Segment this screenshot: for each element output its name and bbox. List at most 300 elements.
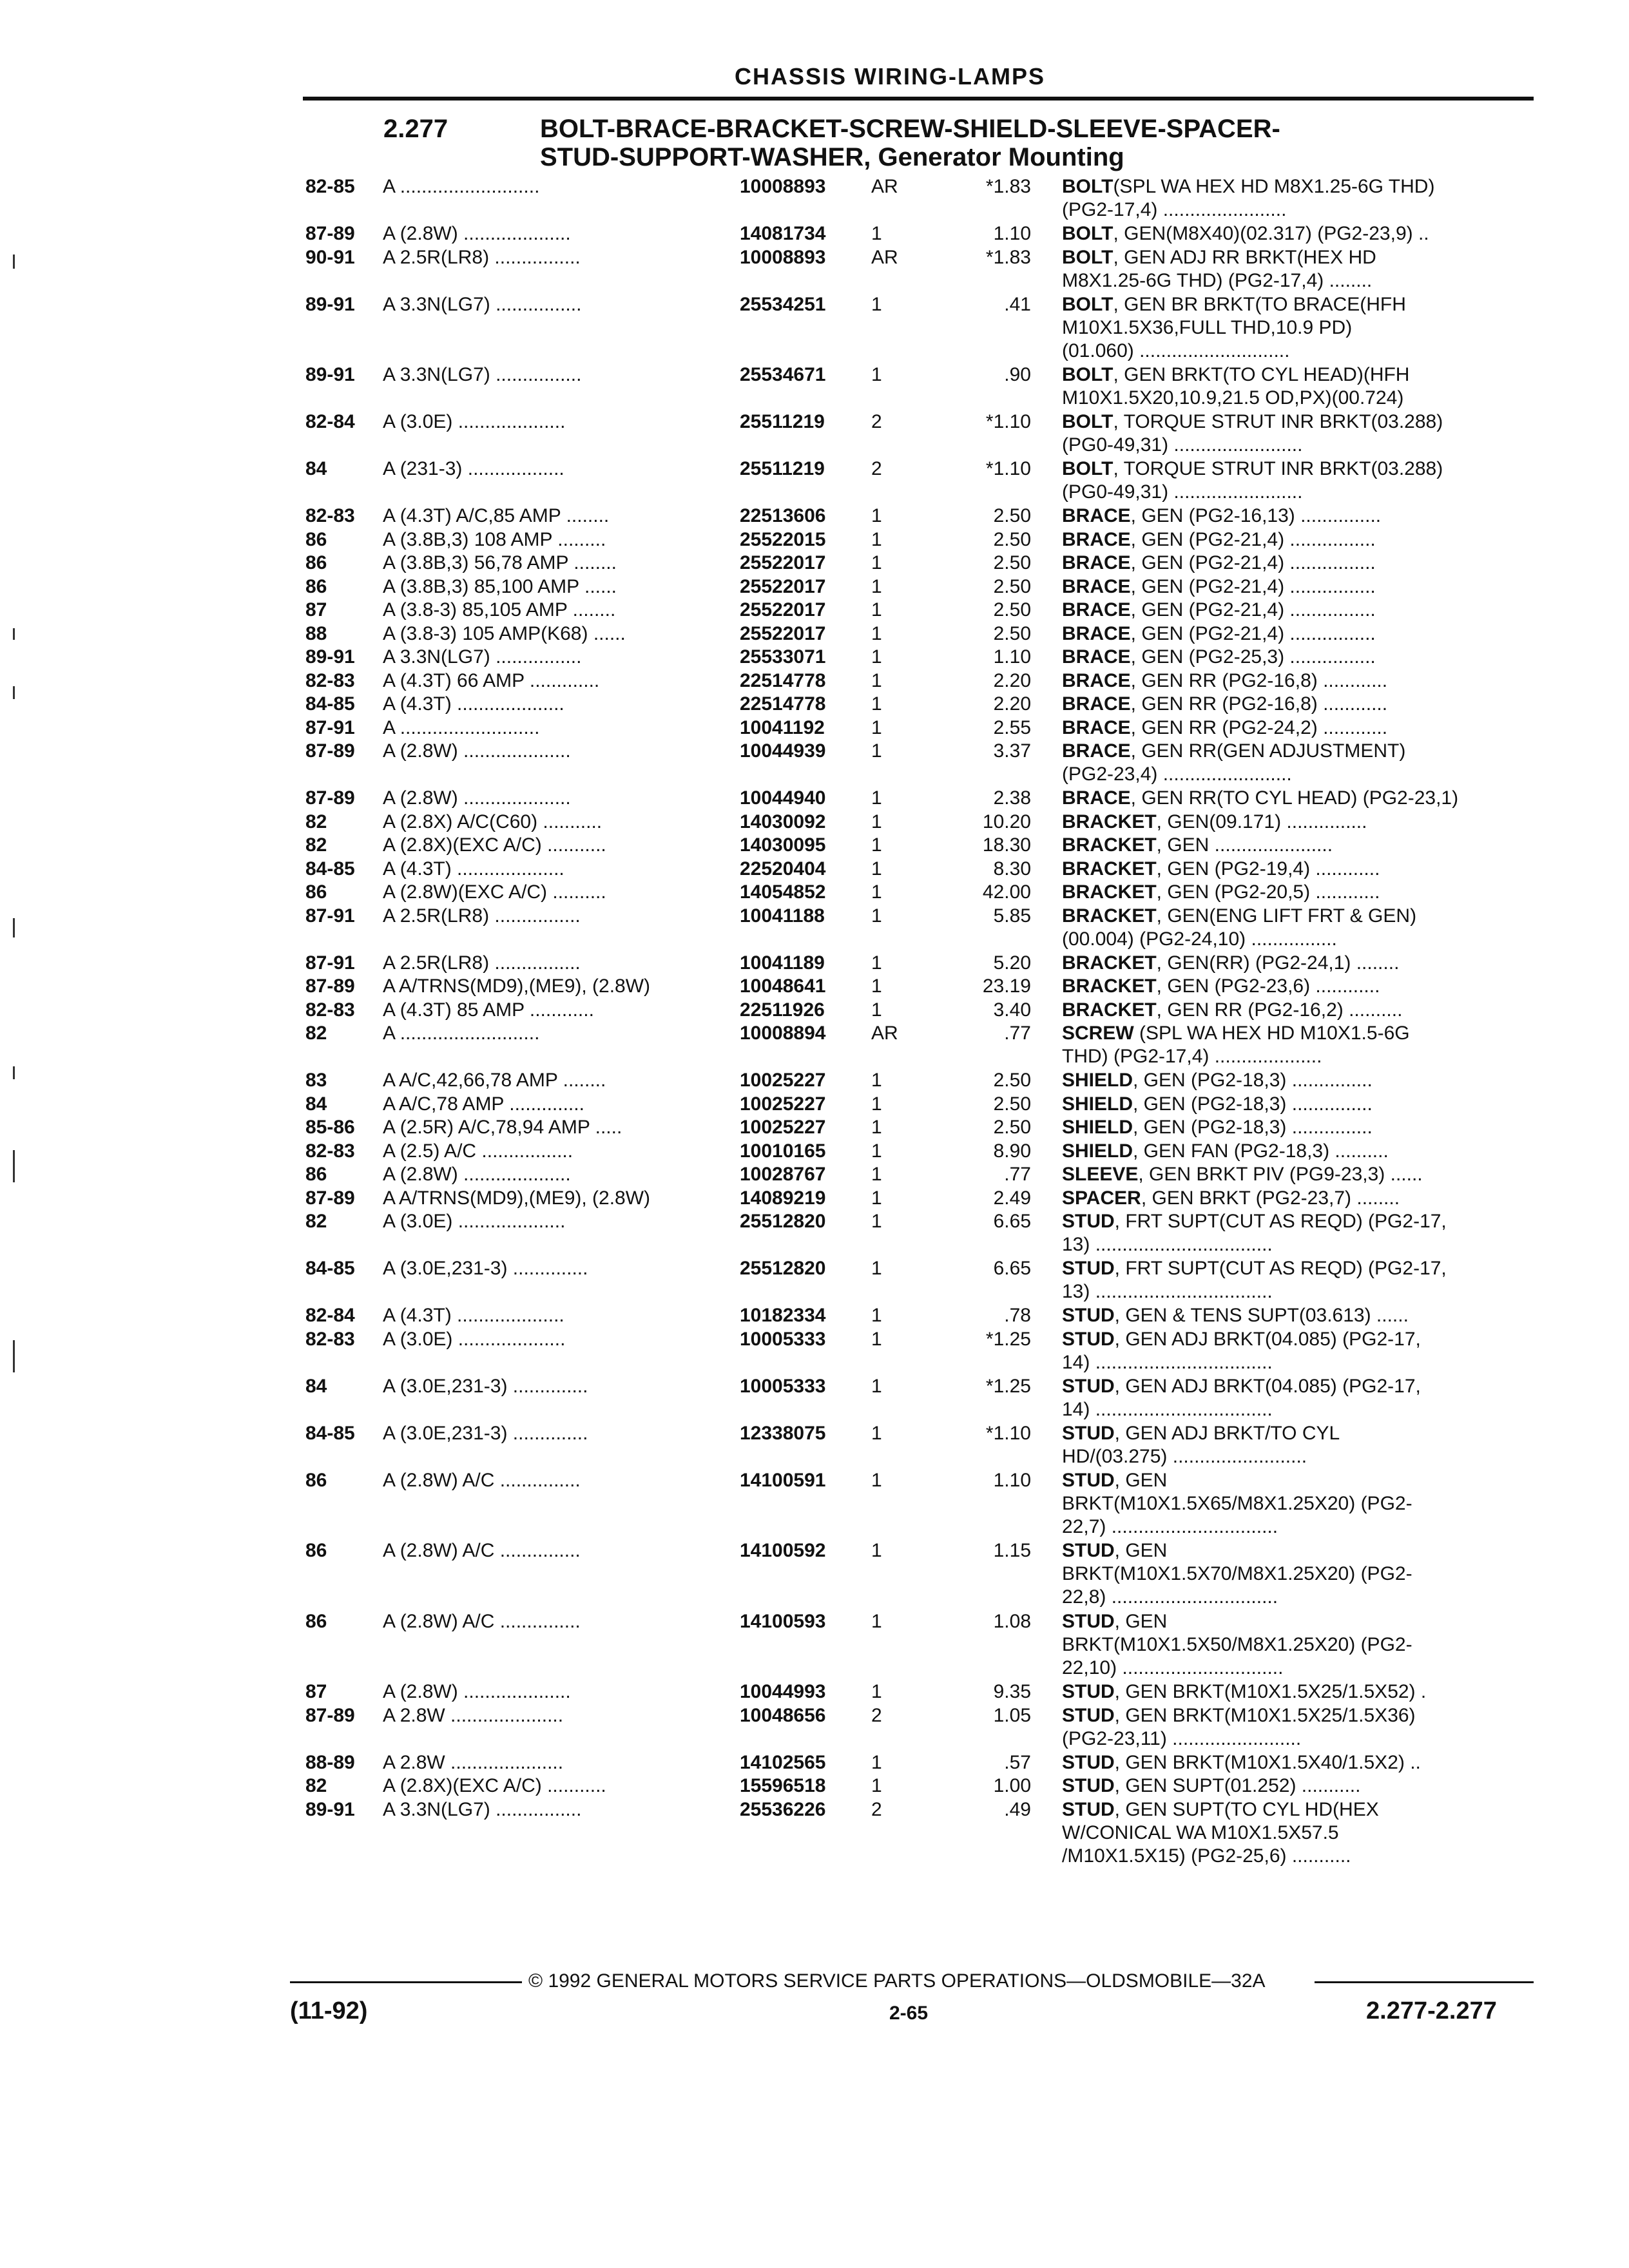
description-text: , GEN BRKT PIV (PG9-23,3) ...... [1138,1164,1423,1185]
model-year: 82 [305,811,327,832]
part-description [1062,669,1532,693]
part-name: SHIELD [1062,1117,1133,1138]
description-line [1062,716,1532,740]
quantity: 1 [871,975,882,997]
usage-condition: A 2.8W ..................... [383,1751,564,1773]
model-year: 87-89 [305,740,355,762]
part-description [1062,1704,1532,1751]
usage-condition: A 3.3N(LG7) ................ [383,364,582,385]
part-number: 14100591 [740,1469,826,1491]
description-text: , GEN (PG2-21,4) ................ [1130,528,1376,550]
part-description [1062,646,1532,669]
quantity: 1 [871,1187,882,1209]
part-name: STUD [1062,1469,1115,1491]
part-description [1062,1422,1532,1468]
usage-condition: A (3.0E,231-3) .............. [383,1258,588,1279]
description-line [1062,1610,1532,1633]
quantity: 1 [871,1681,882,1702]
description-line: M8X1.25-6G THD) (PG2-17,4) ........ [1062,269,1373,291]
description-line [1062,1140,1532,1163]
part-name: BOLT [1062,223,1113,244]
model-year: 82-84 [305,411,355,432]
price: 1.10 [993,223,1031,244]
price: 2.50 [993,505,1031,526]
part-description [1062,1469,1532,1539]
part-number: 10025227 [740,1117,826,1138]
description-line [1062,1093,1532,1116]
part-number: 14054852 [740,881,826,903]
description-line [1062,293,1532,316]
description-line: 22,10) .............................. [1062,1657,1284,1678]
footer-page-number: 2-65 [889,2003,929,2024]
description-text: , GEN (PG2-19,4) ............ [1156,858,1380,879]
price: 5.20 [993,952,1031,974]
description-text: , GEN (PG2-18,3) ............... [1133,1117,1373,1138]
description-line [1062,1210,1532,1233]
price: 2.50 [993,1093,1031,1115]
description-line [1062,905,1532,928]
part-number: 10008894 [740,1023,826,1044]
part-number: 22513606 [740,505,826,526]
description-line [1062,622,1532,646]
part-number: 10048656 [740,1704,826,1726]
price: 5.85 [993,905,1031,927]
description-line [1062,222,1532,245]
part-description [1062,1751,1532,1774]
price: 3.37 [993,740,1031,762]
model-year: 84 [305,458,327,479]
part-number: 14102565 [740,1751,826,1773]
description-line [1062,1069,1532,1092]
description-line: W/CONICAL WA M10X1.5X57.5 [1062,1821,1339,1843]
price: 1.05 [993,1704,1031,1726]
part-name: STUD [1062,1422,1115,1444]
quantity: 1 [871,1164,882,1185]
description-line [1062,1798,1532,1821]
description-text: , GEN RR (PG2-16,8) ............ [1130,669,1388,691]
footer-rule-right [1315,1981,1534,1983]
description-line [1062,1022,1532,1045]
part-description [1062,834,1532,857]
description-text: , GEN (PG2-18,3) ............... [1133,1093,1373,1115]
description-line: (00.004) (PG2-24,10) ................ [1062,928,1337,950]
model-year: 87-89 [305,223,355,244]
part-name: BRACE [1062,716,1131,738]
quantity: 1 [871,1211,882,1232]
usage-condition: A (2.8W)(EXC A/C) .......... [383,881,606,903]
description-line [1062,1680,1532,1704]
price: 1.08 [993,1610,1031,1632]
model-year: 84-85 [305,858,355,879]
price: *1.83 [985,176,1031,197]
part-name: STUD [1062,1681,1115,1702]
price: 42.00 [982,881,1031,903]
quantity: 1 [871,952,882,974]
model-year: 87 [305,1681,327,1702]
price: 2.20 [993,669,1031,691]
usage-condition: A (2.8W) .................... [383,1164,571,1185]
description-text: , GEN & TENS SUPT(03.613) ...... [1114,1305,1409,1326]
description-text: , TORQUE STRUT INR BRKT(03.288) [1113,458,1443,479]
usage-condition: A 3.3N(LG7) ................ [383,293,582,315]
description-text: , GEN RR (PG2-16,2) .......... [1156,999,1403,1021]
part-number: 25511219 [740,411,825,432]
part-number: 10025227 [740,1070,826,1091]
part-number: 25522017 [740,599,826,620]
margin-mark [13,1150,15,1182]
usage-condition: A (2.8W) A/C ............... [383,1540,581,1561]
quantity: 1 [871,505,882,526]
part-description [1062,599,1532,622]
price: .77 [1004,1023,1031,1044]
quantity: 1 [871,1610,882,1632]
description-line: M10X1.5X20,10.9,21.5 OD,PX)(00.724) [1062,387,1404,408]
description-line [1062,1469,1532,1492]
description-line [1062,175,1532,198]
part-name: STUD [1062,1211,1115,1232]
description-line [1062,1328,1532,1351]
description-line [1062,975,1532,998]
model-year: 87 [305,599,327,620]
description-line: 14) ................................. [1062,1398,1273,1420]
price: *1.10 [985,1422,1031,1444]
price: .77 [1004,1164,1031,1185]
part-description [1062,1140,1532,1163]
part-number: 12338075 [740,1422,826,1444]
usage-condition: A (3.0E) .................... [383,1328,566,1350]
quantity: 1 [871,905,882,927]
part-number: 22511926 [740,999,825,1021]
price: 3.40 [993,999,1031,1021]
quantity: 1 [871,599,882,620]
part-description [1062,858,1532,881]
part-description [1062,175,1532,222]
usage-condition: A 3.3N(LG7) ................ [383,646,582,668]
quantity: 1 [871,1540,882,1561]
usage-condition: A .......................... [383,1023,540,1044]
margin-mark [13,918,15,937]
usage-condition: A A/C,42,66,78 AMP ........ [383,1070,606,1091]
usage-condition: A (3.8B,3) 108 AMP ......... [383,528,606,550]
description-line [1062,858,1532,881]
description-text: , GEN BRKT(TO CYL HEAD)(HFH [1113,364,1410,385]
description-text: , GEN ADJ BRKT(04.085) (PG2-17, [1114,1328,1421,1350]
description-text: , GEN (PG2-21,4) ................ [1130,622,1376,644]
price: 6.65 [993,1258,1031,1279]
price: 1.00 [993,1775,1031,1796]
part-name: BRACE [1062,575,1131,597]
part-description [1062,1798,1532,1868]
description-line [1062,646,1532,669]
description-text: , GEN (PG2-18,3) ............... [1133,1070,1373,1091]
part-name: STUD [1062,1775,1115,1796]
price: 2.55 [993,716,1031,738]
model-year: 87-89 [305,975,355,997]
model-year: 82-83 [305,505,355,526]
description-text: , GEN FAN (PG2-18,3) .......... [1133,1140,1389,1162]
part-number: 10028767 [740,1164,826,1185]
description-text: , GEN RR(TO CYL HEAD) (PG2-23,1) [1130,787,1459,809]
description-line [1062,787,1532,810]
part-number: 22520404 [740,858,826,879]
usage-condition: A (3.8B,3) 85,100 AMP ...... [383,575,617,597]
description-text: , GEN BRKT(M10X1.5X25/1.5X52) . [1114,1681,1427,1702]
quantity: 1 [871,669,882,691]
part-number: 10044939 [740,740,826,762]
description-line: (PG2-23,4) ........................ [1062,764,1292,785]
part-name: BRACKET [1062,834,1157,856]
part-name: BRACE [1062,505,1131,526]
quantity: 1 [871,716,882,738]
usage-condition: A .......................... [383,716,540,738]
part-name: BOLT [1062,458,1113,479]
usage-condition: A (2.8W) A/C ............... [383,1469,581,1491]
quantity: 1 [871,1258,882,1279]
usage-condition: A (4.3T) 85 AMP ............ [383,999,594,1021]
description-line [1062,1704,1532,1727]
part-number: 25512820 [740,1211,826,1232]
part-name: BRACE [1062,693,1131,715]
price: .57 [1004,1751,1031,1773]
model-year: 87-91 [305,952,355,974]
description-text: , GEN RR (PG2-16,8) ............ [1130,693,1388,715]
header-rule [303,97,1534,101]
part-number: 10008893 [740,176,826,197]
part-name: SHIELD [1062,1140,1133,1162]
price: 8.30 [993,858,1031,879]
part-number: 14030092 [740,811,826,832]
margin-mark [13,628,15,640]
part-description [1062,1610,1532,1680]
usage-condition: A (2.8W) .................... [383,1681,571,1702]
model-year: 82-83 [305,1140,355,1162]
usage-condition: A (2.8W) .................... [383,223,571,244]
description-text: , GEN (PG2-21,4) ................ [1130,575,1376,597]
quantity: 1 [871,1422,882,1444]
group-title [540,115,1507,171]
description-line [1062,881,1532,904]
part-number: 25512820 [740,1258,826,1279]
description-text: , GEN BRKT (PG2-23,7) ........ [1141,1187,1400,1209]
part-name: BRACKET [1062,999,1157,1021]
quantity: 1 [871,1305,882,1326]
usage-condition: A (3.8-3) 85,105 AMP ........ [383,599,616,620]
model-year: 87-89 [305,1187,355,1209]
part-description [1062,1774,1532,1798]
part-name: BRACKET [1062,975,1157,997]
quantity: 2 [871,1798,882,1820]
part-description [1062,1539,1532,1609]
model-year: 84-85 [305,1258,355,1279]
price: 1.10 [993,1469,1031,1491]
part-description [1062,1022,1532,1068]
description-text: , GEN(ENG LIFT FRT & GEN) [1156,905,1417,927]
quantity: 1 [871,293,882,315]
part-name: BRACKET [1062,952,1157,974]
part-description [1062,1328,1532,1374]
model-year: 86 [305,1540,327,1561]
part-description [1062,293,1532,363]
part-name: BOLT [1062,176,1113,197]
quantity: 1 [871,1328,882,1350]
usage-condition: A 2.8W ..................... [383,1704,564,1726]
price: .49 [1004,1798,1031,1820]
part-number: 15596518 [740,1775,826,1796]
margin-mark [13,686,15,699]
description-text: , GEN RR(GEN ADJUSTMENT) [1130,740,1406,762]
usage-condition: A 3.3N(LG7) ................ [383,1798,582,1820]
quantity: 1 [871,1469,882,1491]
part-name: BOLT [1062,246,1113,268]
description-text: , GEN (PG2-21,4) ................ [1130,599,1376,620]
price: 2.50 [993,622,1031,644]
footer-range: 2.277-2.277 [1366,1997,1497,2024]
model-year: 82-83 [305,669,355,691]
usage-condition: A 2.5R(LR8) ................ [383,246,581,268]
quantity: 1 [871,223,882,244]
usage-condition: A (2.8X)(EXC A/C) ........... [383,1775,606,1796]
usage-condition: A (3.0E,231-3) .............. [383,1422,588,1444]
usage-condition: A (2.5) A/C ................. [383,1140,574,1162]
group-number: 2.277 [383,115,448,143]
description-line [1062,1304,1532,1327]
description-line [1062,1751,1532,1774]
model-year: 82-83 [305,1328,355,1350]
part-description [1062,1680,1532,1704]
description-line: (PG2-23,11) ........................ [1062,1727,1302,1749]
quantity: AR [871,1023,898,1044]
quantity: 1 [871,1775,882,1796]
part-description [1062,363,1532,410]
part-number: 10048641 [740,975,826,997]
part-number: 14100592 [740,1540,826,1561]
margin-mark [13,1066,15,1079]
usage-condition: A A/TRNS(MD9),(ME9), (2.8W) [383,975,651,997]
description-line [1062,528,1532,552]
part-name: SPACER [1062,1187,1141,1209]
part-number: 10044993 [740,1681,826,1702]
part-number: 10005333 [740,1375,826,1397]
part-number: 14100593 [740,1610,826,1632]
quantity: AR [871,176,898,197]
price: 2.50 [993,528,1031,550]
price: 2.50 [993,552,1031,573]
description-line [1062,834,1532,857]
quantity: 1 [871,881,882,903]
model-year: 88 [305,622,327,644]
description-text: (SPL WA HEX HD M8X1.25-6G THD) [1113,176,1435,197]
part-number: 14081734 [740,223,826,244]
usage-condition: A (3.8-3) 105 AMP(K68) ...... [383,622,626,644]
part-description [1062,1187,1532,1210]
price: 2.38 [993,787,1031,809]
price: 23.19 [982,975,1031,997]
part-number: 25522017 [740,575,826,597]
description-text: , GEN ...................... [1156,834,1333,856]
model-year: 84-85 [305,693,355,715]
part-number: 25534671 [740,364,826,385]
price: 2.50 [993,575,1031,597]
part-name: SHIELD [1062,1093,1133,1115]
description-text: , FRT SUPT(CUT AS REQD) (PG2-17, [1114,1211,1447,1232]
part-number: 14089219 [740,1187,826,1209]
group-title-line2: STUD-SUPPORT-WASHER, Generator Mounting [540,143,1124,171]
part-description [1062,905,1532,951]
usage-condition: A (2.8W) .................... [383,740,571,762]
usage-condition: A 2.5R(LR8) ................ [383,952,581,974]
description-line [1062,669,1532,693]
description-line: 14) ................................. [1062,1351,1273,1373]
description-text: , GEN SUPT(TO CYL HD(HEX [1114,1798,1379,1820]
price: *1.25 [985,1328,1031,1350]
model-year: 84 [305,1375,327,1397]
part-description [1062,222,1532,245]
model-year: 86 [305,575,327,597]
usage-condition: A (3.0E,231-3) .............. [383,1375,588,1397]
price: 9.35 [993,1681,1031,1702]
model-year: 82 [305,1211,327,1232]
part-description [1062,952,1532,975]
margin-mark [13,255,15,269]
quantity: 1 [871,364,882,385]
part-name: BRACE [1062,669,1131,691]
part-number: 25534251 [740,293,826,315]
part-number: 10182334 [740,1305,826,1326]
model-year: 89-91 [305,646,355,668]
quantity: 1 [871,834,882,856]
description-line: (PG0-49,31) ........................ [1062,481,1303,503]
description-line [1062,1187,1532,1210]
description-line: 13) ................................. [1062,1234,1273,1255]
part-number: 10005333 [740,1328,826,1350]
footer-date: (11-92) [290,1997,368,2024]
footer-copyright: © 1992 GENERAL MOTORS SERVICE PARTS OPERATIONS—OLDSMOBILE—32A [528,1970,1266,1992]
part-description [1062,1163,1532,1186]
quantity: 1 [871,552,882,573]
part-name: STUD [1062,1798,1115,1820]
description-text: , GEN ADJ RR BRKT(HEX HD [1113,246,1376,268]
description-text: , GEN (PG2-20,5) ............ [1156,881,1380,903]
description-line [1062,811,1532,834]
part-description [1062,246,1532,293]
description-text: , GEN (PG2-25,3) ................ [1130,646,1376,668]
part-number: 25511219 [740,458,825,479]
quantity: 1 [871,1093,882,1115]
description-line [1062,552,1532,575]
model-year: 86 [305,881,327,903]
description-line: BRKT(M10X1.5X65/M8X1.25X20) (PG2- [1062,1492,1412,1514]
usage-condition: A 2.5R(LR8) ................ [383,905,581,927]
description-line: /M10X1.5X15) (PG2-25,6) ........... [1062,1845,1351,1867]
group-title-line1: BOLT-BRACE-BRACKET-SCREW-SHIELD-SLEEVE-SPACER- [540,115,1280,143]
part-number: 25522017 [740,622,826,644]
part-description [1062,693,1532,716]
description-line: BRKT(M10X1.5X50/M8X1.25X20) (PG2- [1062,1633,1412,1655]
part-name: STUD [1062,1540,1115,1561]
part-name: STUD [1062,1328,1115,1350]
quantity: 2 [871,1704,882,1726]
part-description [1062,999,1532,1022]
model-year: 82-83 [305,999,355,1021]
quantity: 1 [871,575,882,597]
usage-condition: A (4.3T) .................... [383,693,564,715]
part-number: 22514778 [740,693,826,715]
description-text: , GEN [1114,1610,1168,1632]
model-year: 84-85 [305,1422,355,1444]
model-year: 86 [305,1610,327,1632]
model-year: 86 [305,1469,327,1491]
model-year: 82 [305,1023,327,1044]
